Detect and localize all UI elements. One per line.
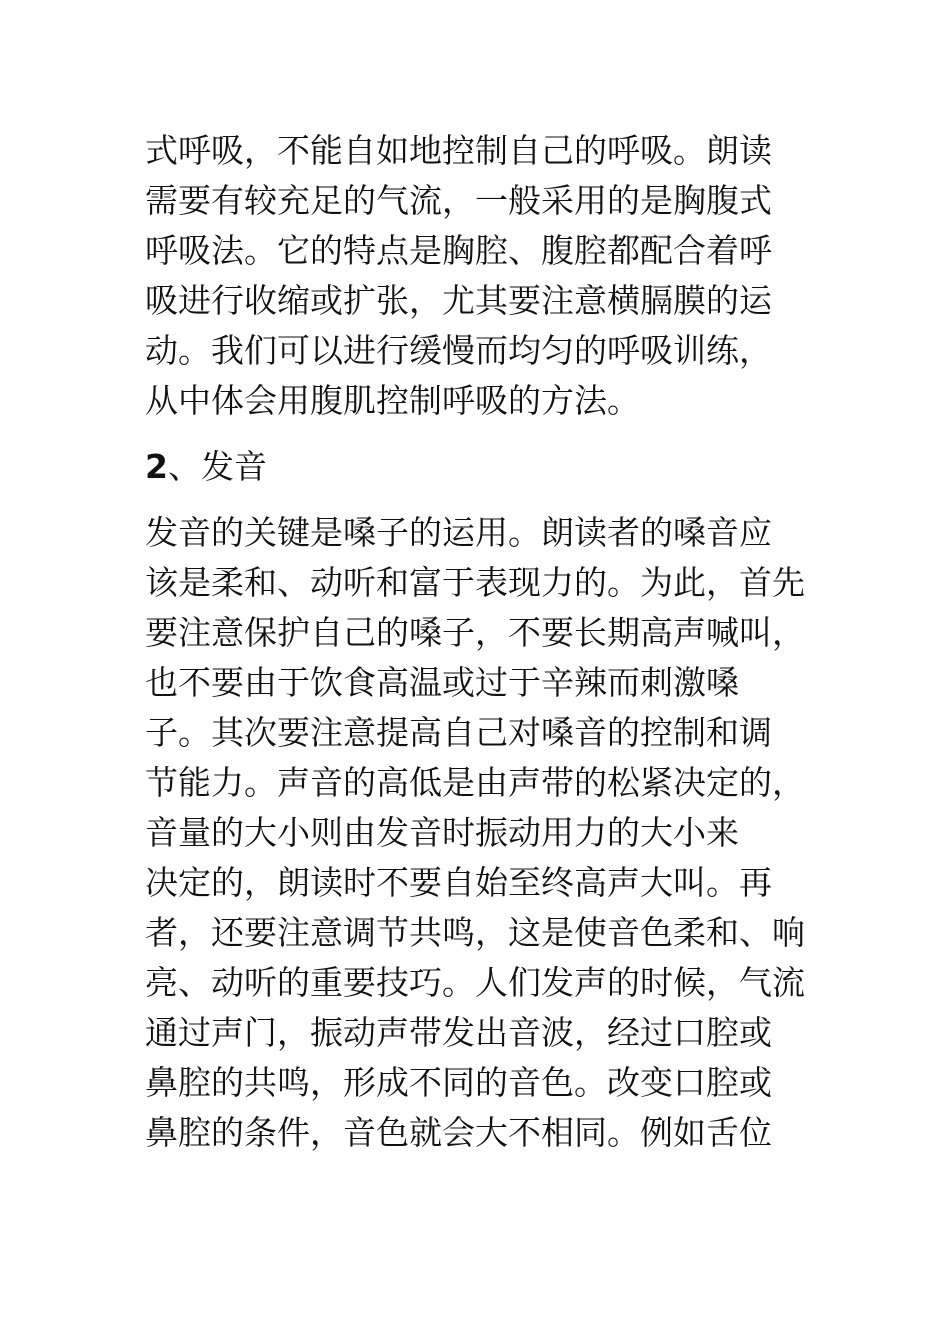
text-line: 子。其次要注意提高自己对嗓音的控制和调: [145, 713, 772, 752]
heading-text: 、发音: [167, 447, 267, 486]
section-heading: [145, 442, 825, 492]
text-line: 音量的大小则由发音时振动用力的大小来: [145, 813, 739, 852]
text-line: 吸进行收缩或扩张，尤其要注意横膈膜的运: [145, 281, 772, 320]
text-line: 要注意保护自己的嗓子，不要长期高声喊叫，: [145, 613, 805, 652]
text-line: 亮、动听的重要技巧。人们发声的时候，气流: [145, 963, 805, 1002]
paragraph-pronunciation: [145, 508, 825, 1158]
text-line: 式呼吸，不能自如地控制自己的呼吸。朗读: [145, 131, 772, 170]
text-line: 动。我们可以进行缓慢而均匀的呼吸训练，: [145, 331, 772, 370]
text-line: 节能力。声音的高低是由声带的松紧决定的，: [145, 763, 805, 802]
text-line: 需要有较充足的气流，一般采用的是胸腹式: [145, 181, 772, 220]
text-line: 鼻腔的共鸣，形成不同的音色。改变口腔或: [145, 1063, 772, 1102]
heading-line: [145, 442, 825, 492]
text-line: 者，还要注意调节共鸣，这是使音色柔和、响: [145, 913, 805, 952]
text-line: 鼻腔的条件，音色就会大不相同。例如舌位: [145, 1113, 772, 1152]
heading-number: 2: [145, 447, 168, 486]
paragraph-breathing: [145, 126, 825, 426]
text-line: 从中体会用腹肌控制呼吸的方法。: [145, 381, 640, 420]
text-line: 通过声门，振动声带发出音波，经过口腔或: [145, 1013, 772, 1052]
text-line: 决定的，朗读时不要自始至终高声大叫。再: [145, 863, 772, 902]
document-page: [145, 126, 825, 1174]
text-line: 呼吸法。它的特点是胸腔、腹腔都配合着呼: [145, 231, 772, 270]
text-line: 也不要由于饮食高温或过于辛辣而刺激嗓: [145, 663, 739, 702]
text-line: 发音的关键是嗓子的运用。朗读者的嗓音应: [145, 513, 772, 552]
text-line: 该是柔和、动听和富于表现力的。为此，首先: [145, 563, 805, 602]
